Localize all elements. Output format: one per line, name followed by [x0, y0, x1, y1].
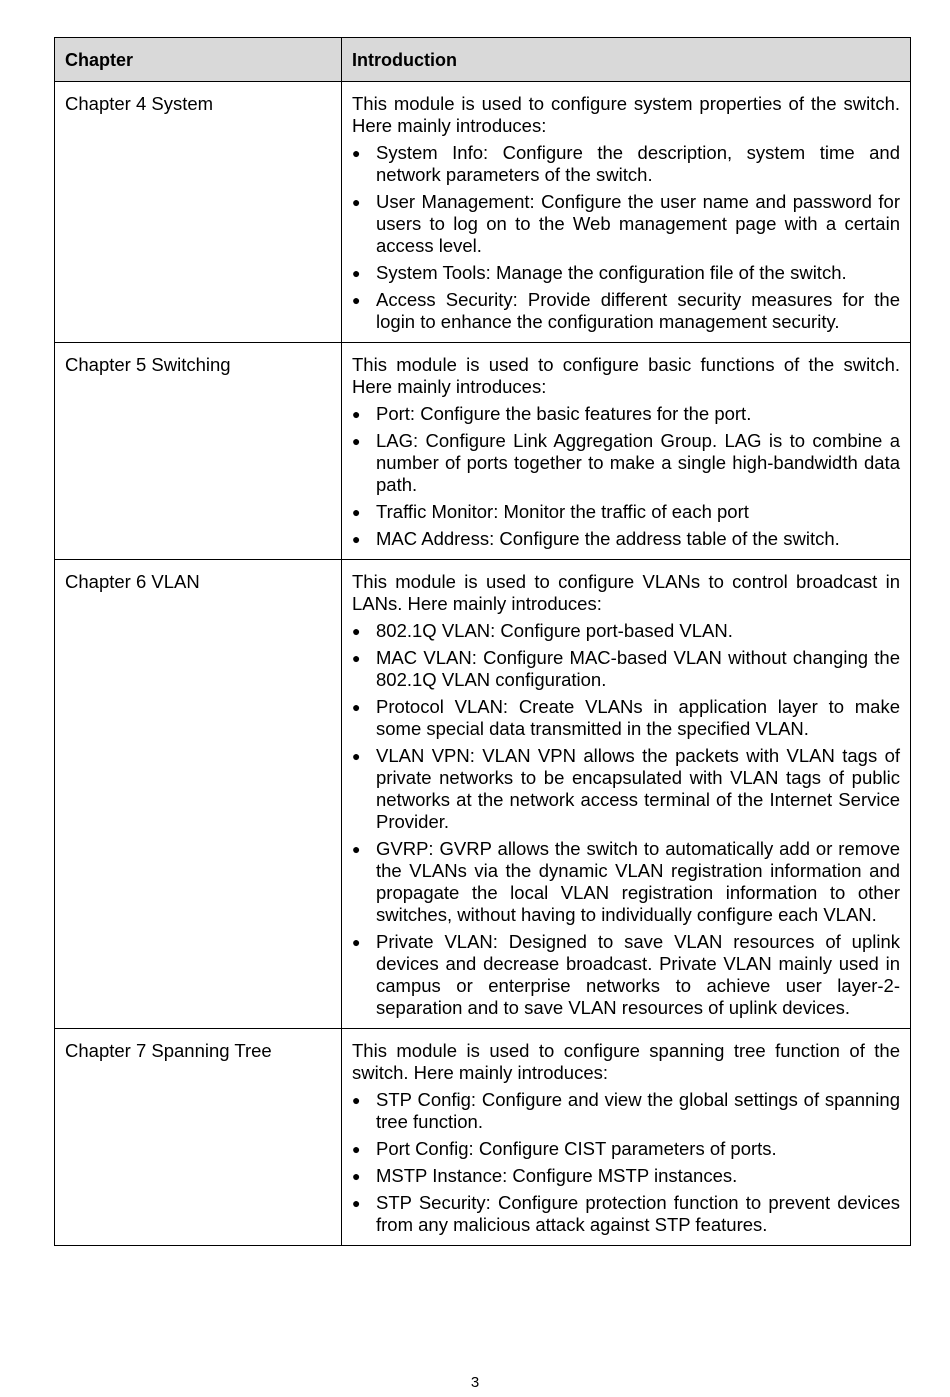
- table-header-row: [55, 38, 911, 82]
- topic-list: [352, 620, 900, 1019]
- list-item-text: System Info: Configure the description, system time and network parameters of the switch.: [376, 142, 900, 185]
- bullet-icon: ●: [352, 531, 361, 547]
- list-item: [352, 262, 900, 284]
- chapter-cell: Chapter 7 Spanning Tree: [55, 1029, 342, 1246]
- list-item-text: Access Security: Provide different security measures for the login to enhance the configuration management security.: [376, 289, 900, 332]
- list-item-text: LAG: Configure Link Aggregation Group. LAG is to combine a number of ports together to make a single high-bandwidth data path.: [376, 430, 900, 495]
- list-item-text: User Management: Configure the user name and password for users to log on to the Web management page with a certain access level.: [376, 191, 900, 256]
- chapter-cell: Chapter 5 Switching: [55, 343, 342, 560]
- page-number: 3: [470, 1374, 480, 1391]
- intro-text: This module is used to configure spanning tree function of the switch. Here mainly introduces:: [352, 1040, 900, 1083]
- topic-list: [352, 142, 900, 333]
- list-item-text: VLAN VPN: VLAN VPN allows the packets with VLAN tags of private networks to be encapsulated with VLAN tags of public networks at the network access terminal of the Internet Service Provider.: [376, 745, 900, 832]
- list-item-text: STP Security: Configure protection function to prevent devices from any malicious attack against STP features.: [376, 1192, 900, 1235]
- topic-list: [352, 1089, 900, 1236]
- chapter-cell: Chapter 4 System: [55, 82, 342, 343]
- bullet-icon: ●: [352, 504, 361, 520]
- list-item-text: MSTP Instance: Configure MSTP instances.: [376, 1165, 738, 1186]
- list-item: [352, 1138, 900, 1160]
- list-item: [352, 647, 900, 691]
- intro-text: This module is used to configure basic functions of the switch. Here mainly introduces:: [352, 354, 900, 397]
- bullet-icon: ●: [352, 699, 361, 715]
- list-item: [352, 931, 900, 1019]
- table-row: [55, 1029, 911, 1246]
- list-item: [352, 430, 900, 496]
- list-item-text: MAC Address: Configure the address table of the switch.: [376, 528, 840, 549]
- bullet-icon: ●: [352, 748, 361, 764]
- list-item-text: Protocol VLAN: Create VLANs in application layer to make some special data transmitted in the specified VLAN.: [376, 696, 900, 739]
- list-item: [352, 501, 900, 523]
- table-row: [55, 82, 911, 343]
- list-item: [352, 1192, 900, 1236]
- intro-text: This module is used to configure VLANs to control broadcast in LANs. Here mainly introduces:: [352, 571, 900, 614]
- bullet-icon: ●: [352, 1168, 361, 1184]
- list-item-text: System Tools: Manage the configuration file of the switch.: [376, 262, 847, 283]
- bullet-icon: ●: [352, 1195, 361, 1211]
- bullet-icon: ●: [352, 623, 361, 639]
- bullet-icon: ●: [352, 292, 361, 308]
- list-item-text: GVRP: GVRP allows the switch to automatically add or remove the VLANs via the dynamic VLAN registration information and propagate the local VLAN registration information to other switches, without having to individually configure each VLAN.: [376, 838, 900, 925]
- list-item: [352, 191, 900, 257]
- list-item: [352, 528, 900, 550]
- list-item-text: Port Config: Configure CIST parameters of ports.: [376, 1138, 777, 1159]
- bullet-icon: ●: [352, 406, 361, 422]
- introduction-cell: [342, 343, 911, 560]
- table-row: [55, 343, 911, 560]
- header-chapter: Chapter: [55, 38, 342, 82]
- list-item-text: 802.1Q VLAN: Configure port-based VLAN.: [376, 620, 733, 641]
- list-item: [352, 838, 900, 926]
- intro-text: This module is used to configure system properties of the switch. Here mainly introduces:: [352, 93, 900, 136]
- introduction-cell: [342, 1029, 911, 1246]
- list-item-text: Traffic Monitor: Monitor the traffic of each port: [376, 501, 749, 522]
- bullet-icon: ●: [352, 841, 361, 857]
- bullet-icon: ●: [352, 934, 361, 950]
- list-item: [352, 745, 900, 833]
- list-item: [352, 1089, 900, 1133]
- list-item: [352, 696, 900, 740]
- bullet-icon: ●: [352, 265, 361, 281]
- bullet-icon: ●: [352, 433, 361, 449]
- chapter-cell: Chapter 6 VLAN: [55, 560, 342, 1029]
- bullet-icon: ●: [352, 145, 361, 161]
- list-item-text: Port: Configure the basic features for the port.: [376, 403, 752, 424]
- list-item-text: MAC VLAN: Configure MAC-based VLAN without changing the 802.1Q VLAN configuration.: [376, 647, 900, 690]
- list-item: [352, 289, 900, 333]
- list-item-text: STP Config: Configure and view the global settings of spanning tree function.: [376, 1089, 900, 1132]
- list-item: [352, 1165, 900, 1187]
- topic-list: [352, 403, 900, 550]
- bullet-icon: ●: [352, 650, 361, 666]
- list-item: [352, 142, 900, 186]
- list-item: [352, 403, 900, 425]
- introduction-cell: [342, 82, 911, 343]
- chapter-table: [54, 37, 911, 1246]
- list-item-text: Private VLAN: Designed to save VLAN resources of uplink devices and decrease broadcast. Private VLAN mainly used in campus or enterprise networks to achieve user layer-2-separation and to save VLAN resources of uplink devices.: [376, 931, 900, 1018]
- bullet-icon: ●: [352, 1092, 361, 1108]
- bullet-icon: ●: [352, 194, 361, 210]
- header-introduction: Introduction: [342, 38, 911, 82]
- table-row: [55, 560, 911, 1029]
- bullet-icon: ●: [352, 1141, 361, 1157]
- introduction-cell: [342, 560, 911, 1029]
- list-item: [352, 620, 900, 642]
